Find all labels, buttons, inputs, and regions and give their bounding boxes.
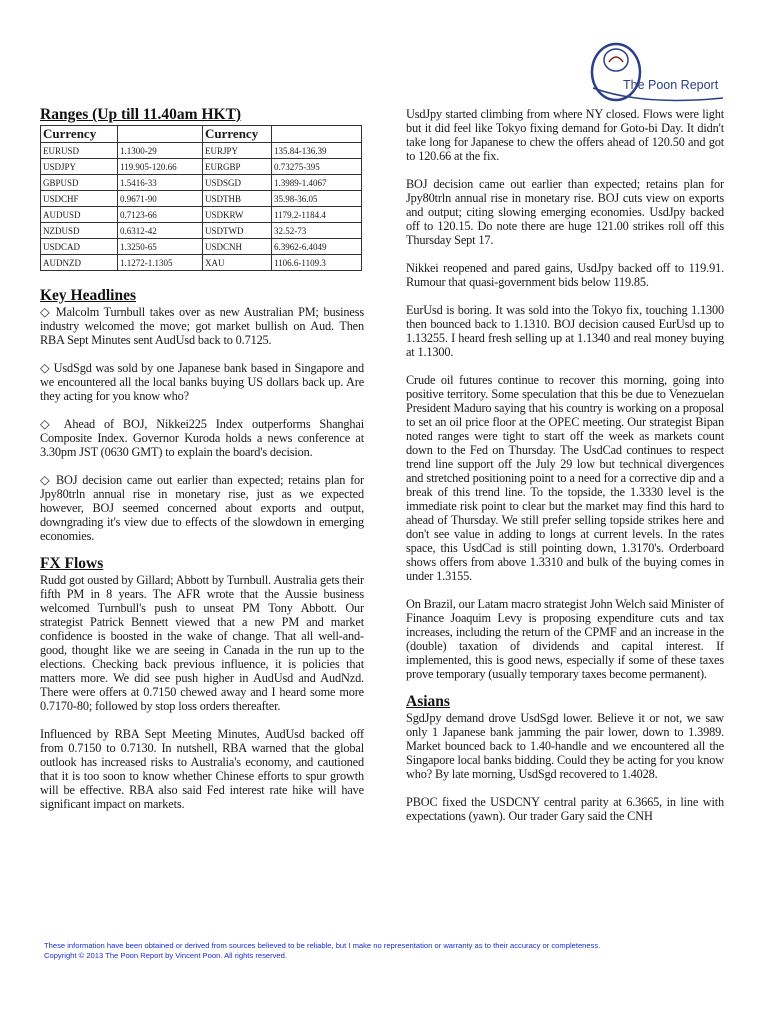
range-header [118,126,203,143]
ranges-table [40,125,362,271]
range-cell: 135.84-136.39 [272,143,362,159]
pair-cell: AUDNZD [41,255,118,271]
table-row [41,175,362,191]
range-cell: 1.1300-29 [118,143,203,159]
pair-cell: USDJPY [41,159,118,175]
ranges-title: Ranges (Up till 11.40am HKT) [40,106,242,123]
pair-cell: GBPUSD [41,175,118,191]
table-row [41,239,362,255]
pair-cell: USDTHB [203,191,272,207]
fx-flows-title: FX Flows [40,555,104,572]
range-cell: 1179.2-1184.4 [272,207,362,223]
right-paragraph: EurUsd is boring. It was sold into the Tokyo fix, touching 1.1300 then bounced back to 1.1310. BOJ decision caused EurUsd up to 1.13255. I heard fresh selling up at 1.1340 and real money buying at 1.1300. [406,303,724,359]
pair-cell: EURUSD [41,143,118,159]
headline-item: ◇ BOJ decision came out earlier than expected; retains plan for Jpy80trln annual rise in monetary rise, just as we expected however, BOJ seemed concerned about exports and output, downgrading it's view due to effects of the slowdown in emerging economies. [40,473,364,543]
range-cell: 1.3989-1.4067 [272,175,362,191]
key-headlines-title: Key Headlines [40,287,137,304]
table-row [41,191,362,207]
ranges-header-row [41,126,362,143]
table-row [41,207,362,223]
headline-item: ◇ UsdSgd was sold by one Japanese bank based in Singapore and we encountered all the local banks buying US dollars back up. Are they acting for you know who? [40,361,364,403]
range-cell: 6.3962-6.4049 [272,239,362,255]
range-cell: 0.6312-42 [118,223,203,239]
currency-header: Currency [203,126,272,143]
range-cell: 0.9671-90 [118,191,203,207]
range-cell: 35.98-36.05 [272,191,362,207]
range-cell: 1106.6-1109.3 [272,255,362,271]
headline-item: ◇ Ahead of BOJ, Nikkei225 Index outperforms Shanghai Composite Index. Governor Kuroda holds a news conference at 3.30pm JST (0630 GMT) to explain the board's decision. [40,417,364,459]
pair-cell: NZDUSD [41,223,118,239]
asians-title: Asians [406,693,450,710]
right-paragraph: BOJ decision came out earlier than expected; retains plan for Jpy80trln annual rise in monetary rise. BOJ cuts view on exports and output; citing slowing emerging economies. UsdJpy backed off to 120.15. Do note there are huge 121.00 strikes roll off this Thursday Sept 17. [406,177,724,247]
asians-paragraph: SgdJpy demand drove UsdSgd lower. Believe it or not, we saw only 1 Japanese bank jamming the pair lower, down to 1.3989. Market bounced back to 1.40-handle and we encountered all the Singapore local banks bidding. Could they be acting for you know who? By late morning, UsdSgd recovered to 1.4028. [406,711,724,781]
pair-cell: USDKRW [203,207,272,223]
right-paragraph: Nikkei reopened and pared gains, UsdJpy backed off to 119.91. Rumour that quasi-government bids below 119.85. [406,261,724,289]
table-row [41,159,362,175]
fx-flows-paragraph: Influenced by RBA Sept Meeting Minutes, AudUsd backed off from 0.7150 to 0.7130. In nutshell, RBA warned that the global outlook has increased risks to Australia's economy, and cautioned that it is too soon to know whether Chinese efforts to spur growth will be effective. RBA also said Fed interest rate hike will have significant impact on markets. [40,727,364,811]
copyright-text: Copyright © 2013 The Poon Report by Vincent Poon. All rights reserved. [44,951,287,960]
table-row [41,255,362,271]
logo-text: The Poon Report [623,78,719,92]
footer [44,941,734,961]
pair-cell: USDTWD [203,223,272,239]
poon-report-logo-icon [583,40,733,104]
right-paragraph: UsdJpy started climbing from where NY closed. Flows were light but it did feel like Tokyo fixing demand for Goto-bi Day. It didn't take long for Japanese to chew the offers ahead of 120.50 and got to 120.66 at the fix. [406,107,724,163]
fx-flows-paragraph: Rudd got ousted by Gillard; Abbott by Turnbull. Australia gets their fifth PM in 8 years. The AFR wrote that the Aussie business welcomed Turnbull's push to unseat PM Tony Abbott. Our strategist Patrick Bennett viewed that a new PM and market confidence is boosted in the wake of change. That all well-and-good, thought like we are seeing in Canada in the run up to the elections. Checking back previous influence, it is policies that matters more. We did see push higher in AudUsd and AudNzd. There were offers at 0.7150 chewed away and I heard some more 0.7170-80; followed by stop loss orders thereafter. [40,573,364,713]
pair-cell: EURJPY [203,143,272,159]
right-paragraph: On Brazil, our Latam macro strategist John Welch said Minister of Finance Joaquim Levy is proposing expenditure cuts and tax increases, including the return of the CPMF and an increase in the (double) taxation of dividends and capital interest. If implemented, this is good news, especially if some of these taxes prove temporary (usually temporary taxes become permanent). [406,597,724,681]
pair-cell: USDCHF [41,191,118,207]
range-cell: 32.52-73 [272,223,362,239]
range-cell: 1.3250-65 [118,239,203,255]
disclaimer-text: These information have been obtained or derived from sources believed to be reliable, but I make no representation or warranty as to their accuracy or completeness. [44,941,601,950]
range-cell: 0.73275-395 [272,159,362,175]
asians-paragraph: PBOC fixed the USDCNY central parity at 6.3665, in line with expectations (yawn). Our trader Gary said the CNH [406,795,724,823]
pair-cell: EURGBP [203,159,272,175]
range-header [272,126,362,143]
table-row [41,223,362,239]
headline-item: ◇ Malcolm Turnbull takes over as new Australian PM; business industry welcomed the move; got market bullish on Aud. Then RBA Sept Minutes sent AudUsd back to 0.7125. [40,305,364,347]
table-row [41,143,362,159]
left-column [40,106,364,811]
currency-header: Currency [41,126,118,143]
pair-cell: USDSGD [203,175,272,191]
pair-cell: XAU [203,255,272,271]
right-paragraph: Crude oil futures continue to recover this morning, going into positive territory. Some speculation that this be due to Venezuelan President Maduro saying that his country is working on a proposal to set an oil price floor at the OPEC meeting. Our strategist Bipan noted ranges were tight to start off the week as markets count down to the Fed on Thursday. The UsdCad continues to respect trend line support off the July 29 low but technical divergences and stretched positioning point to a need for a corrective dip and a break of this trend line. To the topside, the 1.3330 level is the immediate risk point to clear but the market may find this hard to ahead of Thursday. We still prefer selling topside strikes here and don't see value in adding to longs at current levels. In the rates space, this UsdCad is still pointing down, 1.3170's. Orderboard shows offers from above 1.3310 and bulk of the buying comes in under 1.3155. [406,373,724,583]
range-cell: 1.1272-1.1305 [118,255,203,271]
pair-cell: USDCAD [41,239,118,255]
pair-cell: AUDUSD [41,207,118,223]
pair-cell: USDCNH [203,239,272,255]
range-cell: 119.905-120.66 [118,159,203,175]
range-cell: 0.7123-66 [118,207,203,223]
range-cell: 1.5416-33 [118,175,203,191]
right-column [406,107,724,823]
